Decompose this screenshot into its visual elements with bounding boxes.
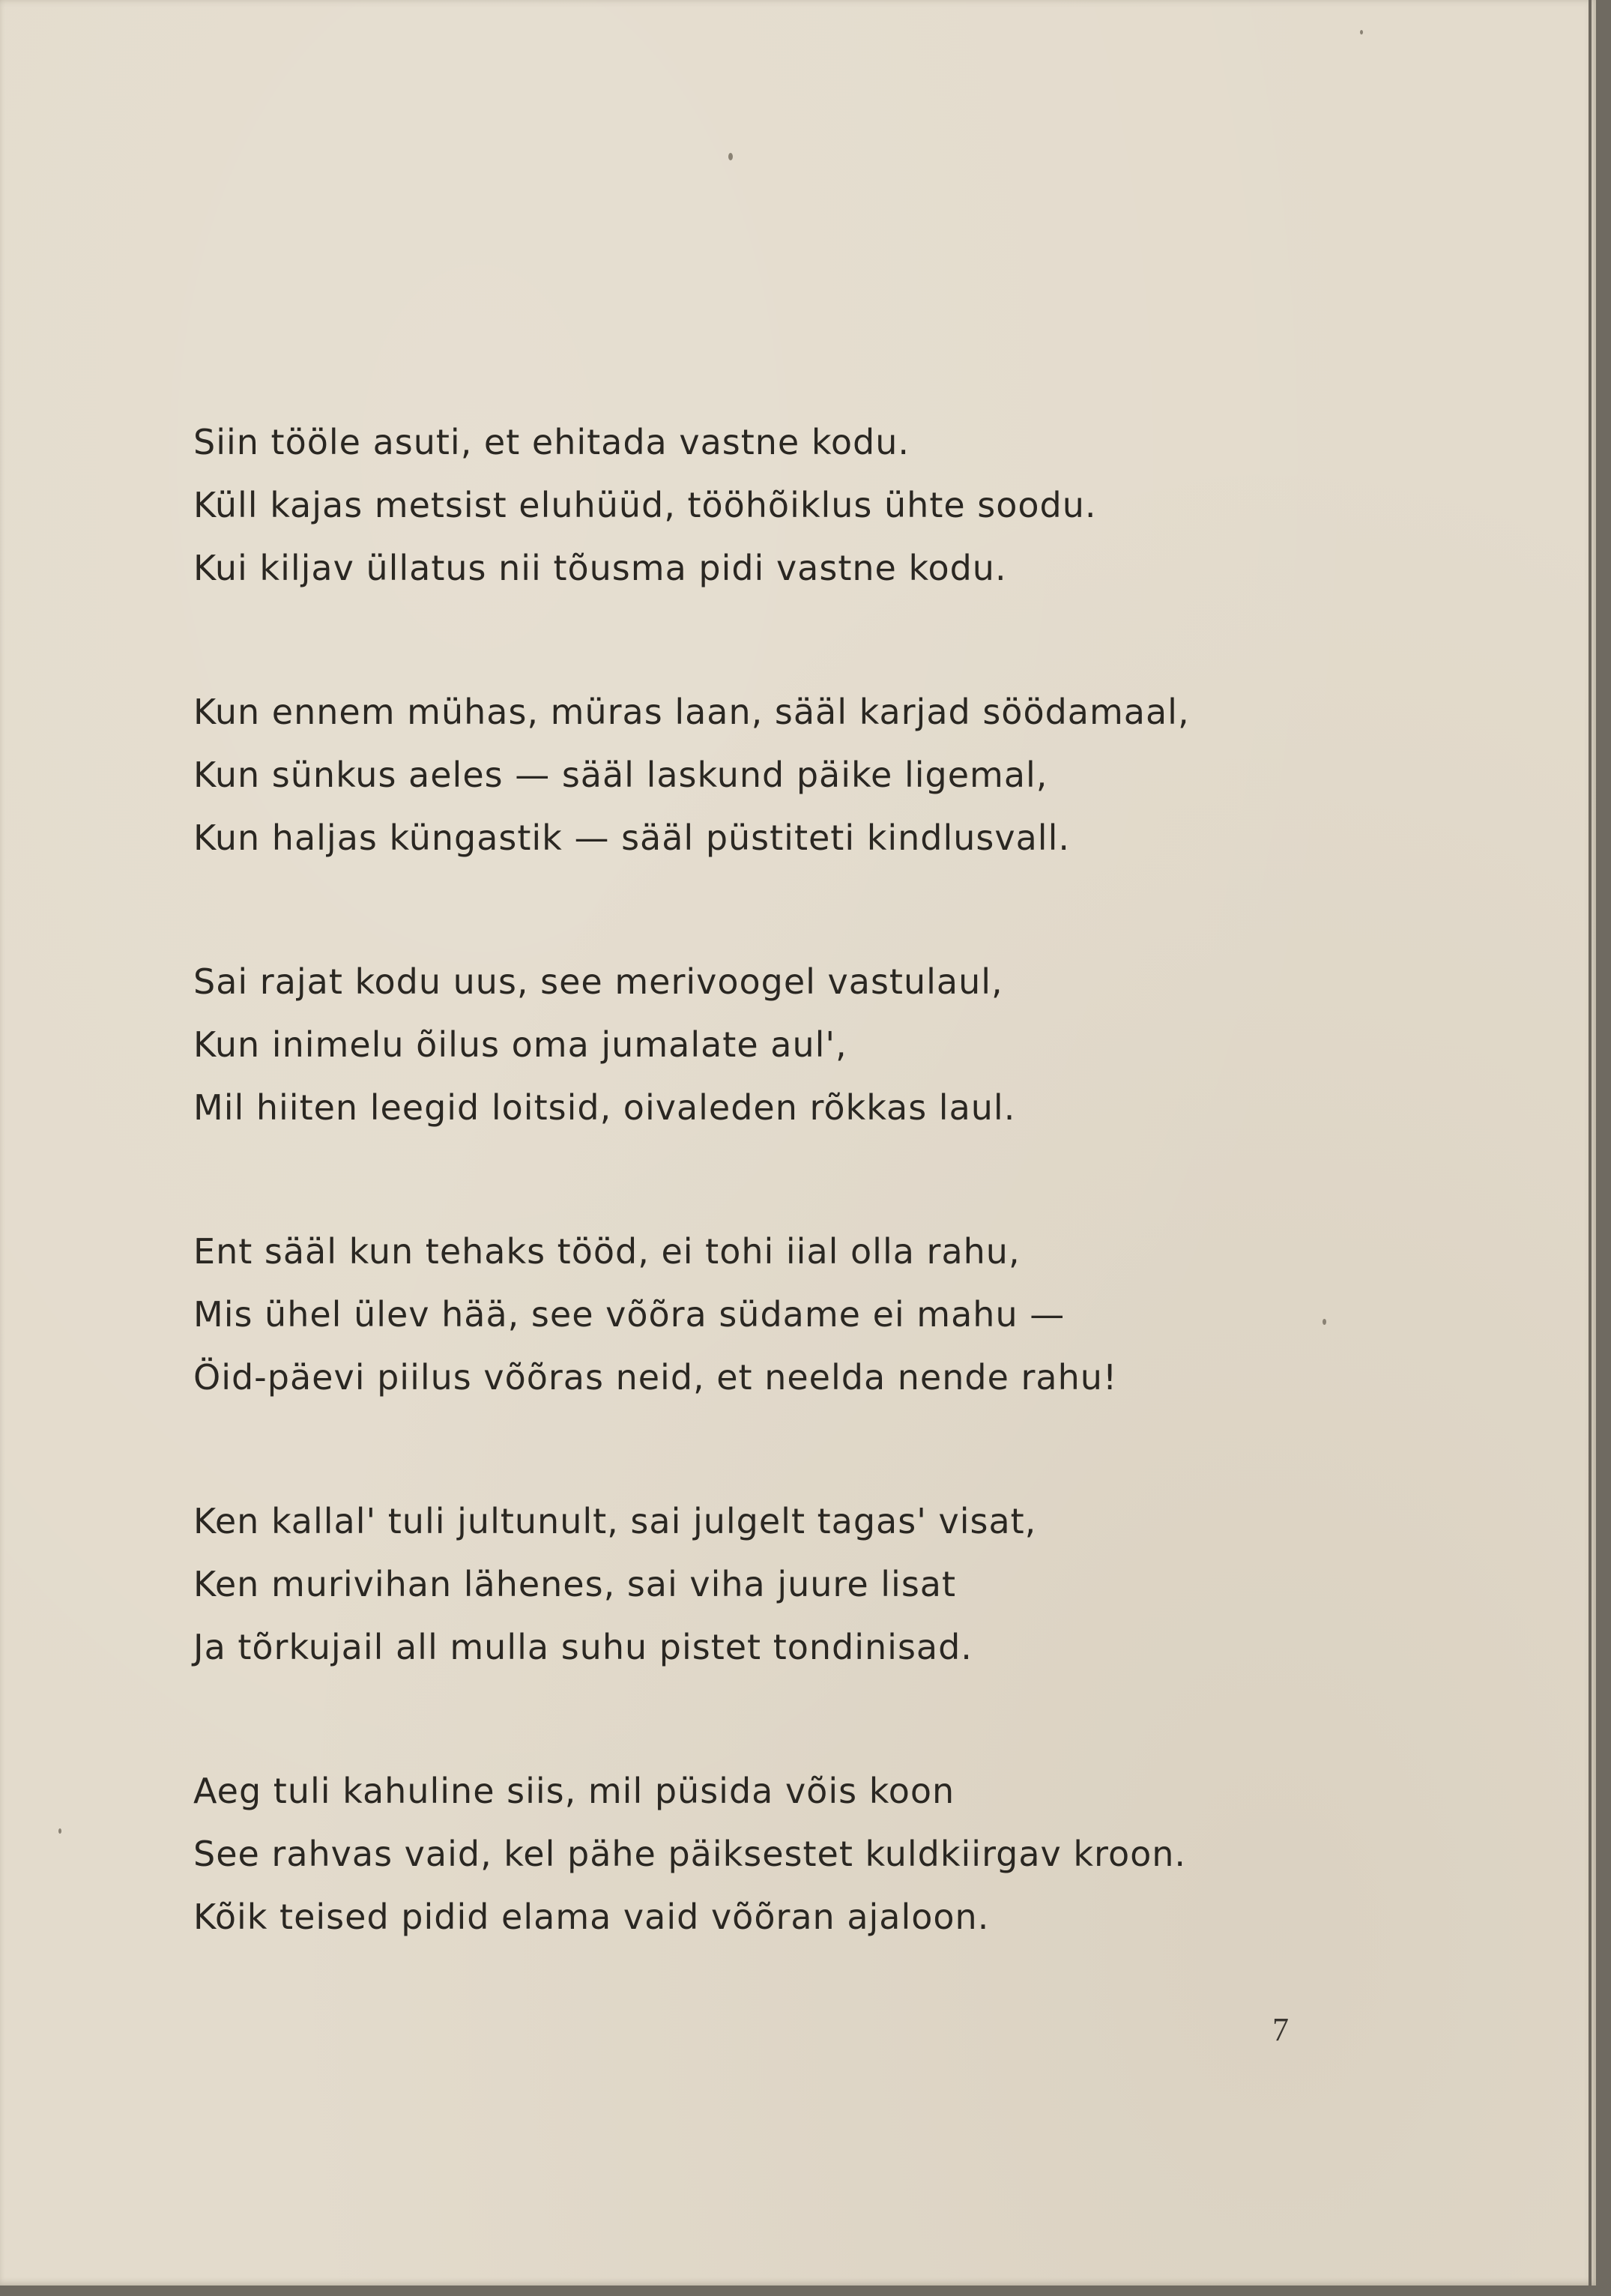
poem-line: Siin tööle asuti, et ehitada vastne kodu. bbox=[193, 422, 910, 462]
poem-line: Kui kiljav üllatus nii tõusma pidi vastne kodu. bbox=[193, 548, 1007, 588]
poem-line: Aeg tuli kahuline siis, mil püsida võis koon bbox=[193, 1771, 955, 1811]
poem bbox=[193, 411, 1362, 1948]
poem-line: Kun inimelu õilus oma jumalate aul', bbox=[193, 1024, 847, 1065]
stanza-3 bbox=[193, 950, 1362, 1139]
poem-line: Ken murivihan lähenes, sai viha juure lisat bbox=[193, 1564, 957, 1604]
poem-line: Kõik teised pidid elama vaid võõran ajaloon. bbox=[193, 1897, 990, 1937]
paper-speck bbox=[1360, 30, 1363, 34]
poem-line: Kun ennem mühas, müras laan, sääl karjad söödamaal, bbox=[193, 692, 1190, 732]
poem-line: Kun haljas küngastik — sääl püstiteti kindlusvall. bbox=[193, 818, 1070, 858]
poem-line: Küll kajas metsist eluhüüd, tööhõiklus ühte soodu. bbox=[193, 485, 1097, 525]
page-number: 7 bbox=[1272, 2011, 1289, 2048]
poem-line: Kun sünkus aeles — sääl laskund päike ligemal, bbox=[193, 755, 1048, 795]
poem-line: Ja tõrkujail all mulla suhu pistet tondinisad. bbox=[193, 1627, 973, 1667]
poem-line: Öid-päevi piilus võõras neid, et neelda nende rahu! bbox=[193, 1357, 1118, 1398]
poem-line: Sai rajat kodu uus, see merivoogel vastulaul, bbox=[193, 961, 1003, 1002]
poem-line: Ken kallal' tuli jultunult, sai julgelt tagas' visat, bbox=[193, 1501, 1037, 1541]
paper-speck bbox=[58, 1828, 61, 1834]
stanza-6 bbox=[193, 1759, 1362, 1948]
poem-line: Mil hiiten leegid loitsid, oivaleden rõkkas laul. bbox=[193, 1087, 1016, 1128]
stanza-5 bbox=[193, 1490, 1362, 1679]
poem-line: See rahvas vaid, kel pähe päiksestet kuldkiirgav kroon. bbox=[193, 1834, 1187, 1874]
paper-speck bbox=[728, 153, 733, 160]
page-edge bbox=[1589, 0, 1592, 2286]
poem-line: Ent sääl kun tehaks tööd, ei tohi iial olla rahu, bbox=[193, 1231, 1021, 1272]
paper-speck bbox=[1323, 1319, 1326, 1325]
stanza-4 bbox=[193, 1220, 1362, 1409]
stanza-1 bbox=[193, 411, 1362, 599]
poem-line: Mis ühel ülev hää, see võõra südame ei mahu — bbox=[193, 1294, 1066, 1335]
stanza-2 bbox=[193, 680, 1362, 869]
